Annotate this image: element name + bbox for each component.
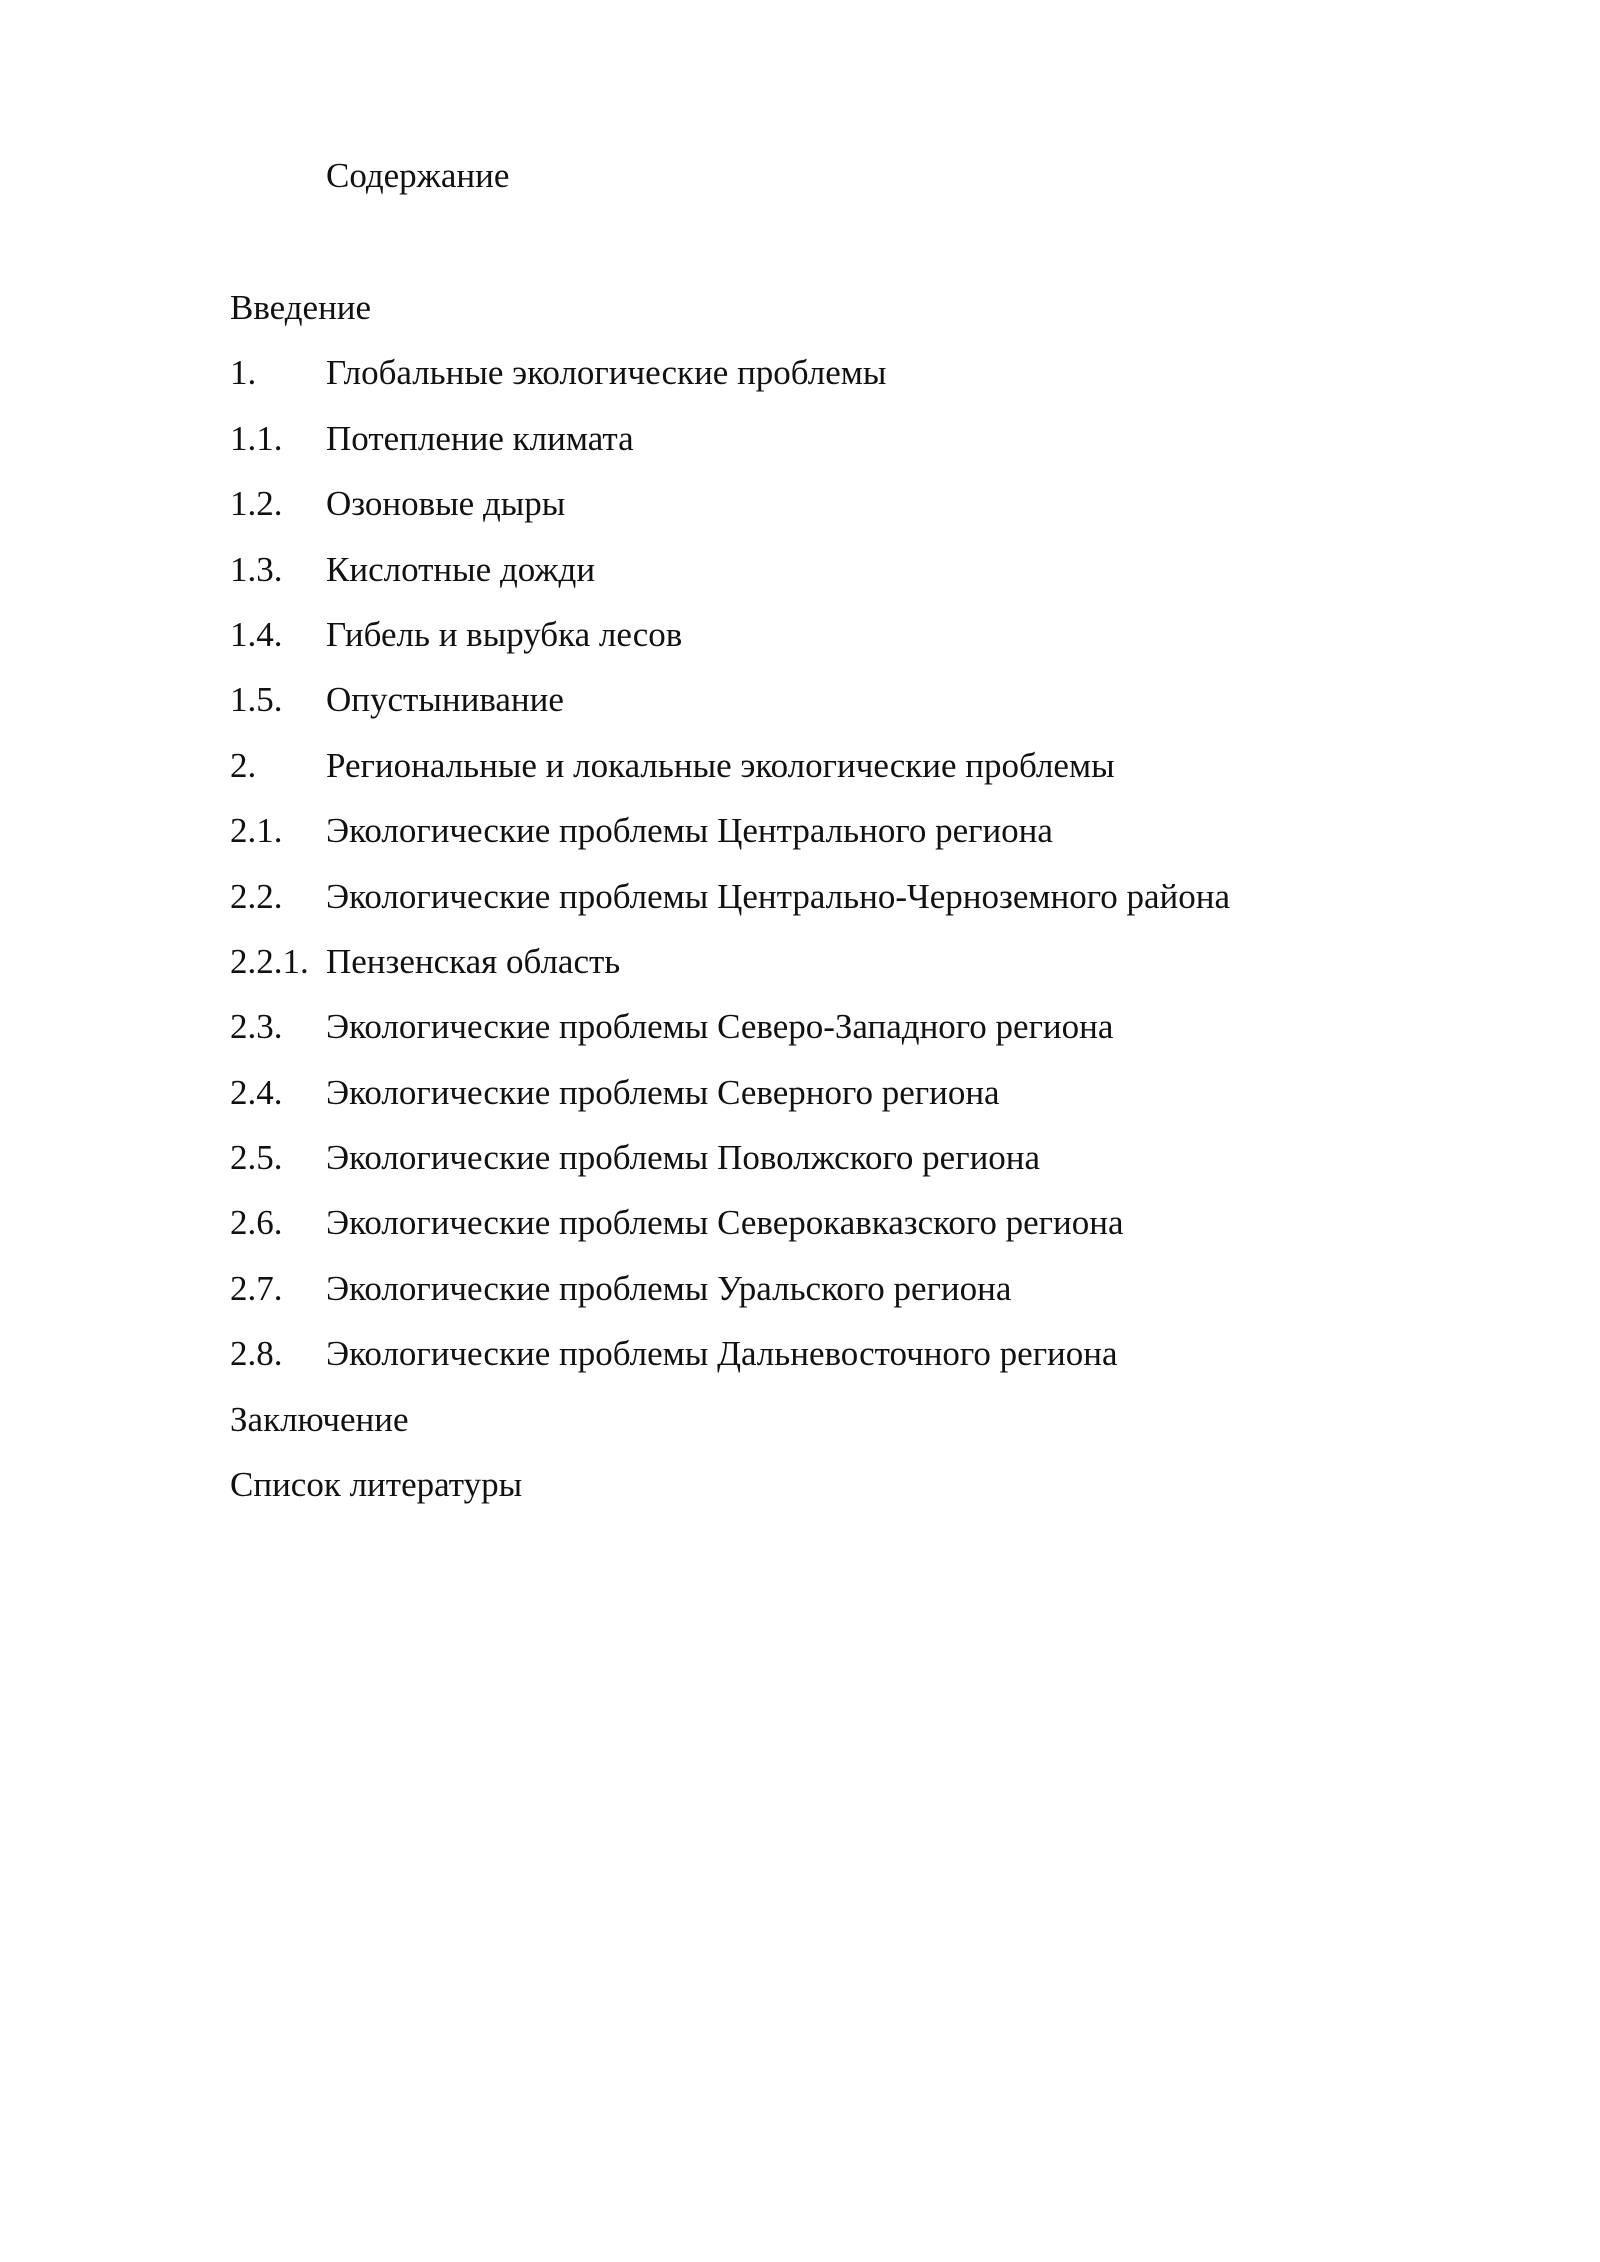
toc-title: Содержание <box>326 156 510 195</box>
toc-entry <box>230 280 1410 345</box>
toc-entry-number: 1. <box>230 353 257 393</box>
toc-entry-text: Экологические проблемы Уральского региона <box>326 1268 1012 1308</box>
toc-entry <box>230 1326 1410 1391</box>
toc-entry-text: Экологические проблемы Дальневосточного региона <box>326 1334 1118 1374</box>
toc-entry-text: Пензенская область <box>326 941 621 981</box>
toc-entry-number: 2.6. <box>230 1203 283 1243</box>
toc-entry-text: Озоновые дыры <box>326 484 566 524</box>
toc-entry <box>230 934 1410 999</box>
toc-entry-text: Экологические проблемы Поволжского региона <box>326 1138 1041 1178</box>
toc-entry-number: 2.2. <box>230 876 283 916</box>
toc-entry <box>230 542 1410 607</box>
toc-entry-text: Региональные и локальные экологические проблемы <box>326 745 1115 785</box>
toc-entry-number: 2.8. <box>230 1334 283 1374</box>
toc-entry-number: 2. <box>230 745 257 785</box>
toc-entry-number: 1.3. <box>230 549 283 589</box>
toc-entry-text: Экологические проблемы Северокавказского региона <box>326 1203 1124 1243</box>
toc-entry <box>230 476 1410 541</box>
toc-entry-text: Экологические проблемы Северо-Западного региона <box>326 1007 1114 1047</box>
toc-entry <box>230 803 1410 868</box>
toc-entry-text: Потепление климата <box>326 418 634 458</box>
toc-entry-number: 2.4. <box>230 1072 283 1112</box>
toc-entry <box>230 607 1410 672</box>
toc-entry <box>230 1457 1410 1522</box>
toc-entry <box>230 1130 1410 1195</box>
toc-entry-number: 2.3. <box>230 1007 283 1047</box>
toc-entry-text: Введение <box>230 288 372 327</box>
toc-entry-text: Список литературы <box>230 1465 523 1505</box>
toc-entry <box>230 1392 1410 1457</box>
toc-entry <box>230 672 1410 737</box>
toc-entry-number: 2.7. <box>230 1268 283 1308</box>
toc-entry-number: 1.1. <box>230 418 283 458</box>
toc-entry <box>230 1065 1410 1130</box>
toc-entry-number: 1.5. <box>230 680 283 720</box>
toc-entry-text: Глобальные экологические проблемы <box>326 353 887 393</box>
toc-entry-text: Экологические проблемы Центрально-Черноземного района <box>326 876 1231 916</box>
toc-entry-number: 2.1. <box>230 811 283 851</box>
toc-entry-text: Гибель и вырубка лесов <box>326 614 683 654</box>
toc-entry <box>230 345 1410 410</box>
toc-entry-text: Экологические проблемы Северного региона <box>326 1072 1000 1112</box>
toc-entry <box>230 999 1410 1064</box>
toc-entry-text: Экологические проблемы Центрального региона <box>326 811 1053 851</box>
toc-entry <box>230 738 1410 803</box>
toc-entry <box>230 411 1410 476</box>
toc-entry <box>230 869 1410 934</box>
toc-entry-text: Заключение <box>230 1399 409 1439</box>
toc-entry-text: Кислотные дожди <box>326 549 596 589</box>
toc-entry-number: 2.2.1. <box>230 941 309 981</box>
toc-list <box>230 280 1410 1522</box>
toc-entry-number: 2.5. <box>230 1138 283 1178</box>
toc-entry-number: 1.2. <box>230 484 283 524</box>
toc-entry <box>230 1261 1410 1326</box>
toc-entry-text: Опустынивание <box>326 680 564 720</box>
toc-entry <box>230 1195 1410 1260</box>
toc-entry-number: 1.4. <box>230 614 283 654</box>
